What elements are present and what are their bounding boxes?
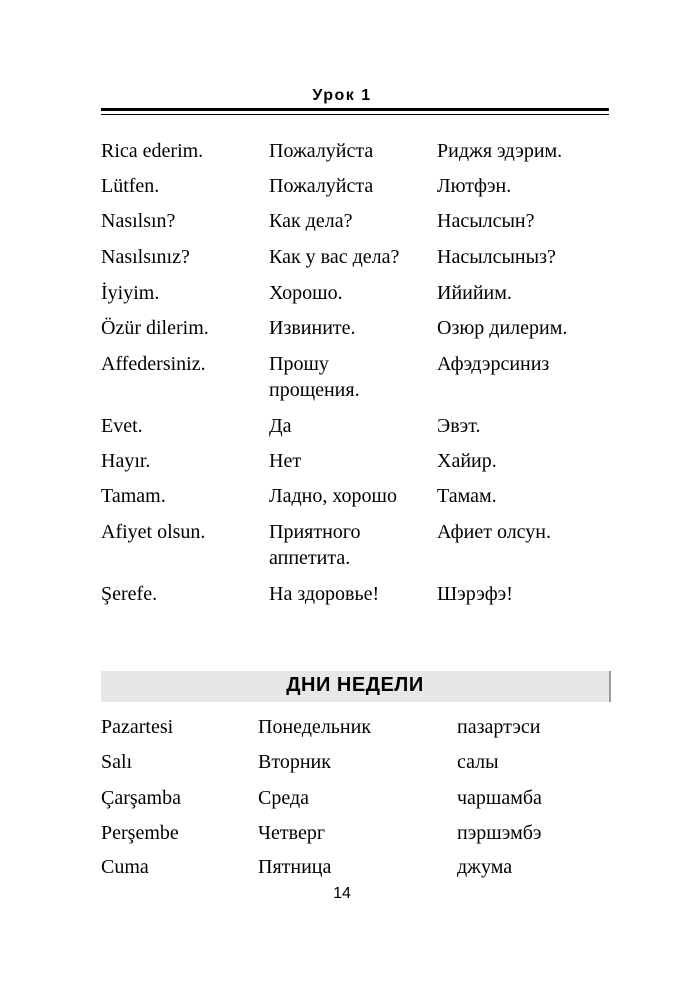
day-transcription: пазартэси <box>457 716 541 738</box>
day-transcription: чаршамба <box>457 787 542 809</box>
phrase-turkish: Afiyet olsun. <box>101 521 206 543</box>
header-rule-thin <box>101 114 609 115</box>
day-turkish: Çarşamba <box>101 787 181 809</box>
day-transcription: джума <box>457 856 513 878</box>
day-transcription: пэршэмбэ <box>457 822 542 844</box>
phrase-russian: Приятного аппетита. <box>269 521 361 569</box>
day-turkish: Salı <box>101 751 133 773</box>
phrase-turkish: Lütfen. <box>101 175 160 197</box>
day-russian: Четверг <box>258 822 326 844</box>
phrase-transcription: Ийийим. <box>437 282 512 304</box>
day-russian: Понедельник <box>258 716 372 738</box>
section-title: ДНИ НЕДЕЛИ <box>286 674 424 696</box>
page-number: 14 <box>333 885 351 902</box>
phrase-turkish: Evet. <box>101 415 143 437</box>
header-rule-thick <box>101 108 609 111</box>
day-russian: Вторник <box>258 751 331 773</box>
phrase-turkish: Nasılsın? <box>101 210 176 232</box>
phrase-turkish: İyiyim. <box>101 282 160 304</box>
phrase-russian: Да <box>269 415 292 437</box>
phrase-transcription: Хайир. <box>437 450 497 472</box>
phrase-transcription: Тамам. <box>437 485 497 507</box>
phrase-transcription: Эвэт. <box>437 415 481 437</box>
phrase-transcription: Насылсыныз? <box>437 246 556 268</box>
phrase-turkish: Hayır. <box>101 450 151 472</box>
phrase-russian: Пожалуйста <box>269 140 374 162</box>
phrase-transcription: Афиет олсун. <box>437 521 551 543</box>
phrase-russian: Как у вас дела? <box>269 246 400 268</box>
phrase-turkish: Rica ederim. <box>101 140 204 162</box>
phrase-turkish: Özür dilerim. <box>101 317 209 339</box>
phrase-transcription: Лютфэн. <box>437 175 512 197</box>
phrase-transcription: Насылсын? <box>437 210 535 232</box>
day-turkish: Perşembe <box>101 822 179 844</box>
phrase-russian: Ладно, хорошо <box>269 485 397 507</box>
phrase-russian: Извините. <box>269 317 356 339</box>
day-turkish: Cuma <box>101 856 149 878</box>
phrase-russian: Хорошо. <box>269 282 343 304</box>
phrase-transcription: Афэдэрсиниз <box>437 353 550 375</box>
phrase-turkish: Affedersiniz. <box>101 353 206 375</box>
phrase-russian: Нет <box>269 450 302 472</box>
day-turkish: Pazartesi <box>101 716 174 738</box>
phrase-transcription: Риджя эдэрим. <box>437 140 563 162</box>
phrase-russian: На здоровье! <box>269 583 380 605</box>
phrase-turkish: Tamam. <box>101 485 166 507</box>
day-russian: Пятница <box>258 856 332 878</box>
phrase-russian: Как дела? <box>269 210 353 232</box>
phrase-turkish: Nasılsınız? <box>101 246 190 268</box>
phrase-transcription: Шэрэфэ! <box>437 583 513 605</box>
day-russian: Среда <box>258 787 310 809</box>
phrase-russian: Прошу прощения. <box>269 353 360 401</box>
day-transcription: салы <box>457 751 499 773</box>
phrase-transcription: Озюр дилерим. <box>437 317 568 339</box>
phrase-turkish: Şerefe. <box>101 583 158 605</box>
lesson-title: Урок 1 <box>312 87 372 104</box>
phrase-russian: Пожалуйста <box>269 175 374 197</box>
